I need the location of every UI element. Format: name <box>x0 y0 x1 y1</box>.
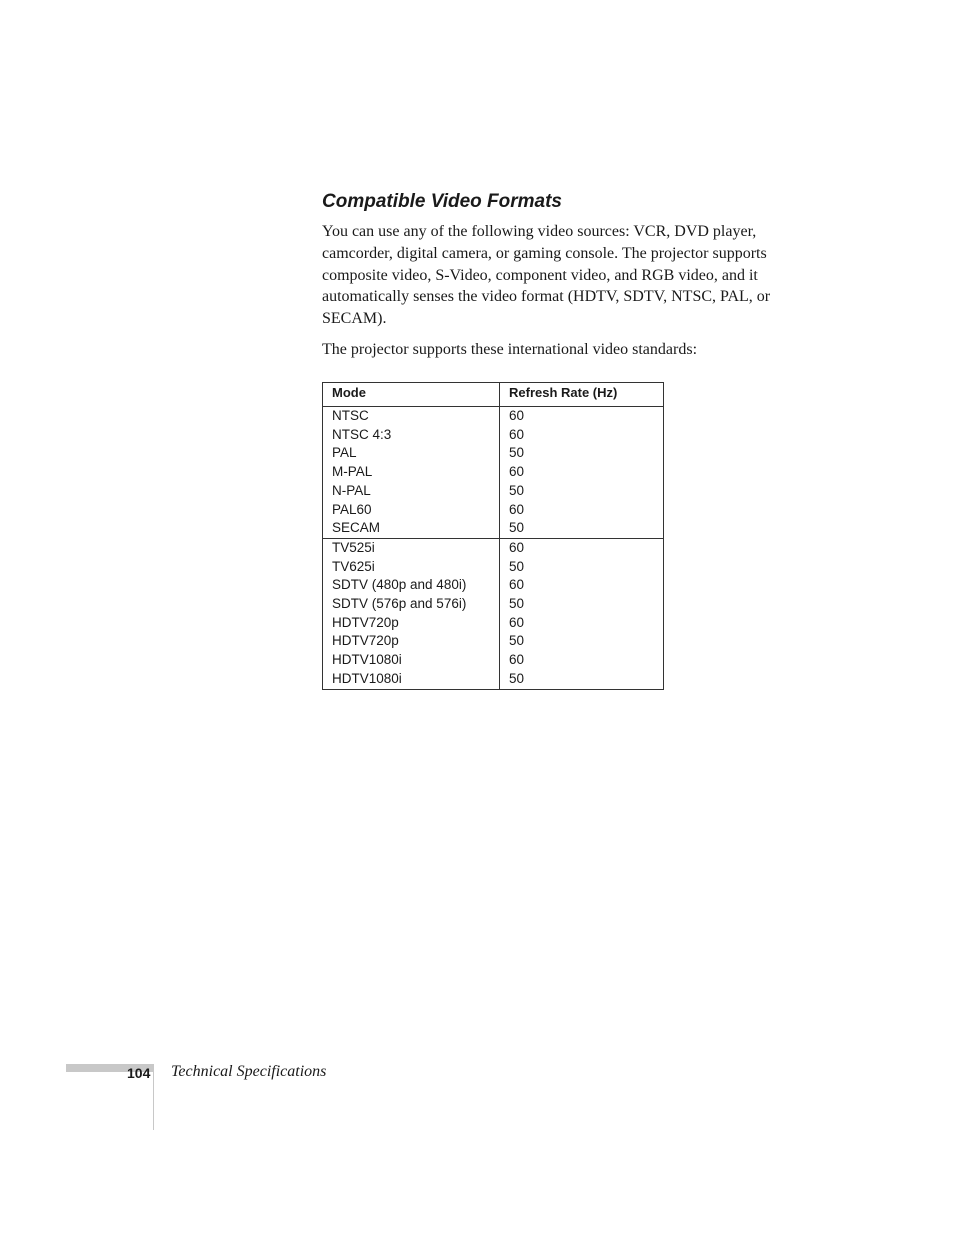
modes-cell-group-1 <box>323 407 500 539</box>
rate-item: 50 <box>509 670 525 686</box>
mode-item: NTSC <box>332 408 369 423</box>
rate-item: 50 <box>509 445 525 461</box>
mode-item: TV625i <box>332 558 375 574</box>
rate-item: 50 <box>509 482 525 498</box>
modes-cell-group-2 <box>323 538 500 689</box>
rate-item: 60 <box>509 426 525 442</box>
mode-item: TV525i <box>332 539 375 555</box>
footer-vertical-rule <box>153 1064 154 1130</box>
rate-item: 60 <box>509 501 525 517</box>
rate-item: 60 <box>509 614 525 630</box>
mode-item: NTSC 4:3 <box>332 426 392 442</box>
table-row-group-1 <box>323 407 664 539</box>
video-standards-table <box>322 382 664 690</box>
mode-item: HDTV720p <box>332 614 399 630</box>
mode-item: HDTV1080i <box>332 652 402 668</box>
page-number: 104 <box>127 1065 151 1081</box>
rates-cell-group-2 <box>500 538 664 689</box>
table-header-row <box>323 383 664 407</box>
rate-item: 60 <box>509 539 525 555</box>
mode-item: PAL <box>332 445 357 461</box>
footer-section-title: Technical Specifications <box>171 1063 327 1080</box>
rate-item: 50 <box>509 558 525 574</box>
rate-item: 60 <box>509 408 525 423</box>
standards-paragraph: The projector supports these international video standards: <box>322 341 698 358</box>
rate-item: 50 <box>509 633 525 649</box>
rate-item: 60 <box>509 577 525 593</box>
mode-item: SDTV (576p and 576i) <box>332 596 467 612</box>
header-mode: Mode <box>323 383 500 407</box>
rates-cell-group-1 <box>500 407 664 539</box>
rate-item: 60 <box>509 652 525 668</box>
mode-item: M-PAL <box>332 464 373 480</box>
header-refresh-rate: Refresh Rate (Hz) <box>500 383 664 407</box>
section-heading: Compatible Video Formats <box>322 191 562 212</box>
mode-item: SDTV (480p and 480i) <box>332 577 467 593</box>
rate-item: 60 <box>509 464 525 480</box>
mode-item: N-PAL <box>332 482 371 498</box>
mode-item: HDTV720p <box>332 633 399 649</box>
table-row-group-2 <box>323 538 664 689</box>
rate-item: 50 <box>509 520 525 536</box>
mode-item: PAL60 <box>332 501 372 517</box>
rate-item: 50 <box>509 596 525 612</box>
mode-item: SECAM <box>332 520 381 536</box>
mode-item: HDTV1080i <box>332 670 402 686</box>
intro-paragraph: You can use any of the following video sources: VCR, DVD player, camcorder, digital camera, or gaming console. The projector supports composite video, S-Video, component video, and RGB video, and it automatically senses the video format (HDTV, SDTV, NTSC, PAL, or SECAM). <box>322 223 771 328</box>
